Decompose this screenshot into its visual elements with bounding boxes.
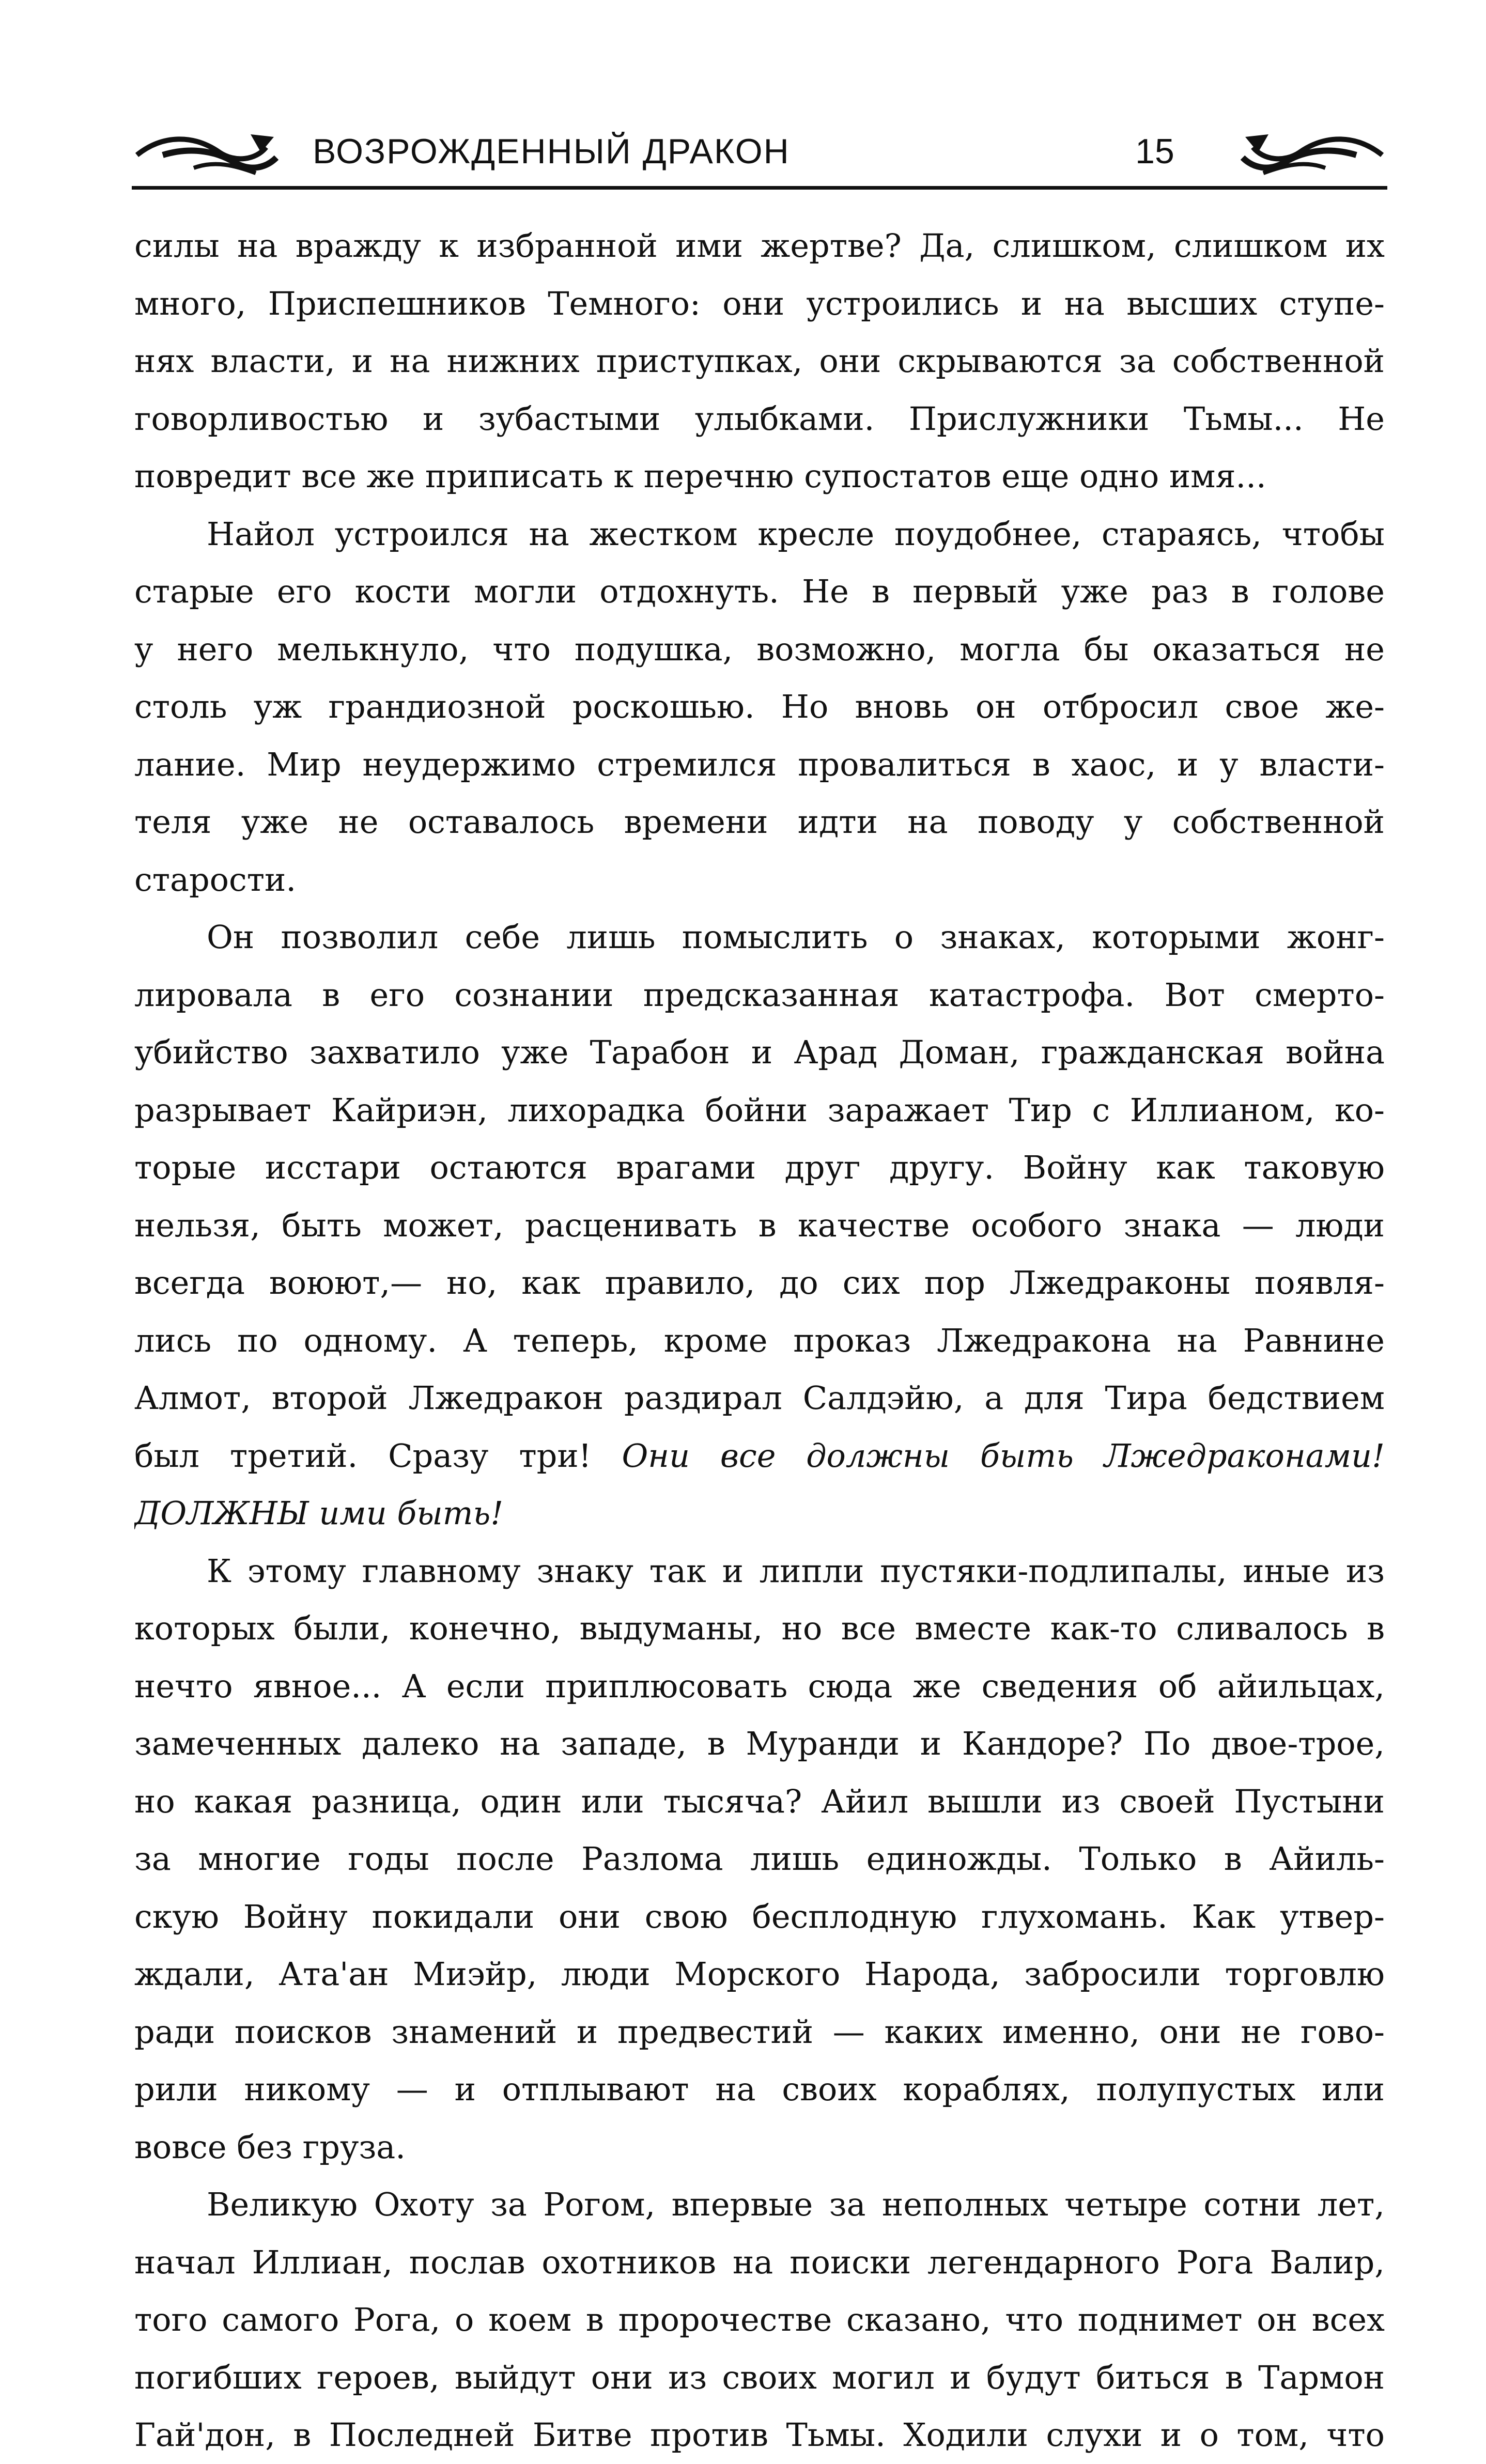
text-line: ждали, Ата'ан Миэйр, люди Морского Народа, забросили торговлю bbox=[134, 1955, 1385, 1993]
text-line: убийство захватило уже Тарабон и Арад Доман, гражданская война bbox=[134, 1033, 1385, 1071]
plain-text: был третий. Сразу три! bbox=[134, 1436, 622, 1475]
running-title: ВОЗРОЖДЕННЫЙ ДРАКОН bbox=[313, 132, 790, 171]
text-line: нельзя, быть может, расценивать в качестве особого знака — люди bbox=[134, 1206, 1385, 1244]
text-line: К этому главному знаку так и липли пустяки-подлипалы, иные из bbox=[207, 1552, 1385, 1590]
text-line: лание. Мир неудержимо стремился провалиться в хаос, и у власти- bbox=[134, 745, 1385, 783]
text-line: лировала в его сознании предсказанная катастрофа. Вот смерто- bbox=[134, 975, 1385, 1014]
text-line-mixed bbox=[134, 1427, 1385, 1485]
paragraph bbox=[134, 217, 1385, 505]
text-line: скую Войну покидали они свою бесплодную глухомань. Как утвер- bbox=[134, 1897, 1385, 1935]
text-line: Найол устроился на жестком кресле поудобнее, стараясь, чтобы bbox=[207, 515, 1385, 553]
text-line: торые исстари остаются врагами друг другу. Войну как таковую bbox=[134, 1149, 1385, 1186]
text-line: Великую Охоту за Рогом, впервые за неполных четыре сотни лет, bbox=[207, 2186, 1385, 2223]
text-line: Он позволил себе лишь помыслить о знаках, которыми жонг- bbox=[207, 918, 1385, 956]
header-rule bbox=[132, 186, 1387, 190]
text-line: но какая разница, один или тысяча? Айил вышли из своей Пустыни bbox=[134, 1782, 1385, 1820]
text-line: старые его кости могли отдохнуть. Не в первый уже раз в голове bbox=[134, 572, 1385, 610]
text-line: замеченных далеко на западе, в Муранди и Кандоре? По двое-трое, bbox=[134, 1725, 1385, 1762]
text-line: Алмот, второй Лжедракон раздирал Салдэйю, а для Тира бедствием bbox=[134, 1379, 1385, 1417]
text-line: вовсе без груза. bbox=[134, 2128, 406, 2166]
text-line: силы на вражду к избранной ими жертве? Да, слишком, слишком их bbox=[134, 227, 1385, 265]
text-line: за многие годы после Разлома лишь единожды. Только в Айиль- bbox=[134, 1840, 1385, 1878]
paragraph bbox=[134, 1542, 1385, 2176]
text-line: рили никому — и отплывают на своих кораблях, полупустых или bbox=[134, 2070, 1385, 2108]
text-line: разрывает Кайриэн, лихорадка бойни заражает Тир с Иллианом, ко- bbox=[134, 1091, 1385, 1129]
text-line: начал Иллиан, послав охотников на поиски легендарного Рога Валир, bbox=[134, 2243, 1385, 2281]
paragraph bbox=[134, 505, 1385, 909]
text-line: столь уж грандиозной роскошью. Но вновь он отбросил свое же- bbox=[134, 688, 1385, 725]
text-line: погибших героев, выйдут они из своих могил и будут биться в Тармон bbox=[134, 2358, 1385, 2396]
text-line: всегда воюют,— но, как правило, до сих пор Лжедраконы появля- bbox=[134, 1264, 1385, 1301]
text-line: старости. bbox=[134, 860, 297, 898]
text-line: нях власти, и на нижних приступках, они скрываются за собственной bbox=[134, 342, 1385, 380]
text-line: повредит все же приписать к перечню супостатов еще одно имя... bbox=[134, 457, 1266, 495]
text-line: ради поисков знамений и предвестий — каких именно, они не гово- bbox=[134, 2012, 1385, 2051]
text-line: которых были, конечно, выдуманы, но все вместе как-то сливалось в bbox=[134, 1609, 1385, 1647]
paragraph bbox=[134, 2176, 1385, 2464]
page-number: 15 bbox=[1135, 132, 1174, 171]
text-line: говорливостью и зубастыми улыбками. Прислужники Тьмы... Не bbox=[134, 399, 1385, 438]
running-header bbox=[132, 119, 1387, 186]
text-line: лись по одному. А теперь, кроме проказ Лжедракона на Равнине bbox=[134, 1321, 1385, 1359]
body-text bbox=[134, 217, 1385, 2464]
text-line: теля уже не оставалось времени идти на поводу у собственной bbox=[134, 803, 1385, 841]
right-ornament-icon bbox=[1232, 124, 1387, 181]
text-line: много, Приспешников Темного: они устроились и на высших ступе- bbox=[134, 284, 1385, 322]
text-line: Гай'дон, в Последней Битве против Тьмы. Ходили слухи и о том, что bbox=[134, 2416, 1385, 2454]
italic-text-line: ДОЛЖНЫ ими быть! bbox=[134, 1494, 504, 1532]
italic-text: Они все должны быть Лжедраконами! bbox=[622, 1436, 1385, 1475]
text-line: того самого Рога, о коем в пророчестве сказано, что поднимет он всех bbox=[134, 2301, 1385, 2338]
text-line: у него мелькнуло, что подушка, возможно, могла бы оказаться не bbox=[134, 630, 1385, 668]
left-ornament-icon bbox=[132, 124, 287, 181]
text-line: нечто явное... А если приплюсовать сюда же сведения об айильцах, bbox=[134, 1667, 1385, 1705]
paragraph bbox=[134, 908, 1385, 1542]
